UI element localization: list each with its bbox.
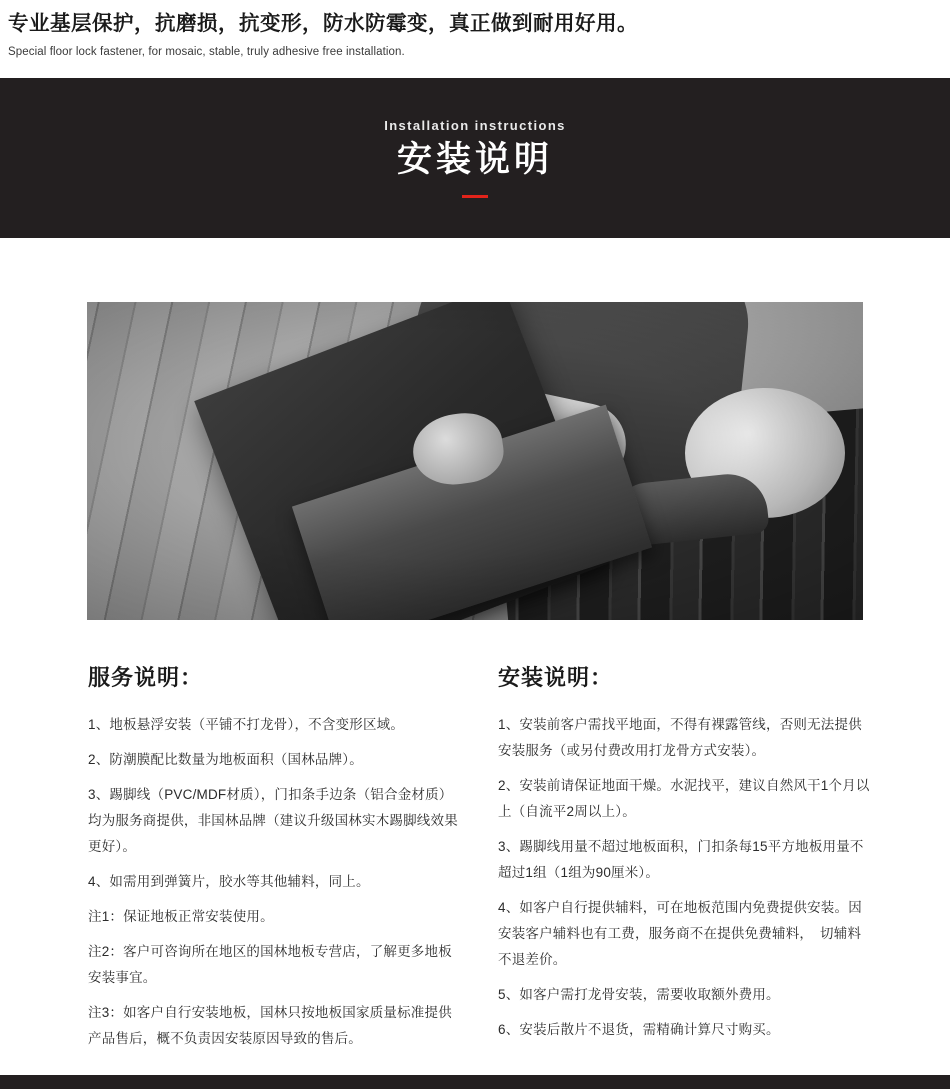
banner-title: 安装说明 — [396, 140, 553, 179]
installation-item: 3、踢脚线用量不超过地板面积，门扣条每15平方地板用量不超过1组（1组为90厘米）。 — [498, 839, 864, 880]
column-installation-title: 安装说明： — [498, 665, 614, 690]
bottom-strip — [0, 1075, 950, 1089]
service-item: 注2：客户可咨询所在地区的国林地板专营店，了解更多地板安装事宜。 — [88, 944, 452, 985]
tagline-chinese: 专业基层保护，抗磨损，抗变形，防水防霉变，真正做到耐用好用。 — [8, 12, 638, 35]
photo-section — [0, 238, 950, 620]
banner-accent-rule — [462, 195, 488, 198]
column-installation — [498, 664, 872, 1061]
service-item: 1、地板悬浮安装（平铺不打龙骨），不含变形区域。 — [88, 717, 405, 732]
installation-item: 1、安装前客户需找平地面，不得有裸露管线，否则无法提供安装服务（或另付费改用打龙骨方式安装）。 — [498, 717, 862, 758]
tagline-english: Special floor lock fastener, for mosaic, stable, truly adhesive free installation. — [8, 46, 405, 58]
service-item: 注1：保证地板正常安装使用。 — [88, 909, 274, 924]
instructions-columns — [0, 620, 950, 1061]
installation-photo — [87, 302, 863, 620]
installation-item: 5、如客户需打龙骨安装，需要收取额外费用。 — [498, 987, 780, 1002]
tagline-block — [0, 0, 950, 78]
service-item: 2、防潮膜配比数量为地板面积（国林品牌）。 — [88, 752, 363, 767]
photo-vignette — [87, 302, 863, 620]
service-item: 注3：如客户自行安装地板，国林只按地板国家质量标准提供产品售后，概不负责因安装原因导致的售后。 — [88, 1005, 452, 1046]
installation-item: 4、如客户自行提供辅料，可在地板范围内免费提供安装。因安装客户辅料也有工费，服务商不在提供免费辅料， 切辅料不退差价。 — [498, 900, 862, 967]
banner-content — [0, 78, 950, 238]
column-service-title: 服务说明： — [88, 665, 204, 690]
section-banner — [0, 78, 950, 238]
service-item: 3、踢脚线（PVC/MDF材质），门扣条手边条（铝合金材质）均为服务商提供，非国林品牌（建议升级国林实木踢脚线效果更好）。 — [88, 787, 458, 854]
service-item: 4、如需用到弹簧片，胶水等其他辅料，同上。 — [88, 874, 370, 889]
column-service — [88, 664, 462, 1061]
installation-item: 2、安装前请保证地面干燥。水泥找平，建议自然风干1个月以上（自流平2周以上）。 — [498, 778, 870, 819]
banner-subtitle: Installation instructions — [384, 118, 566, 133]
installation-item: 6、安装后散片不退货，需精确计算尺寸购买。 — [498, 1022, 780, 1037]
